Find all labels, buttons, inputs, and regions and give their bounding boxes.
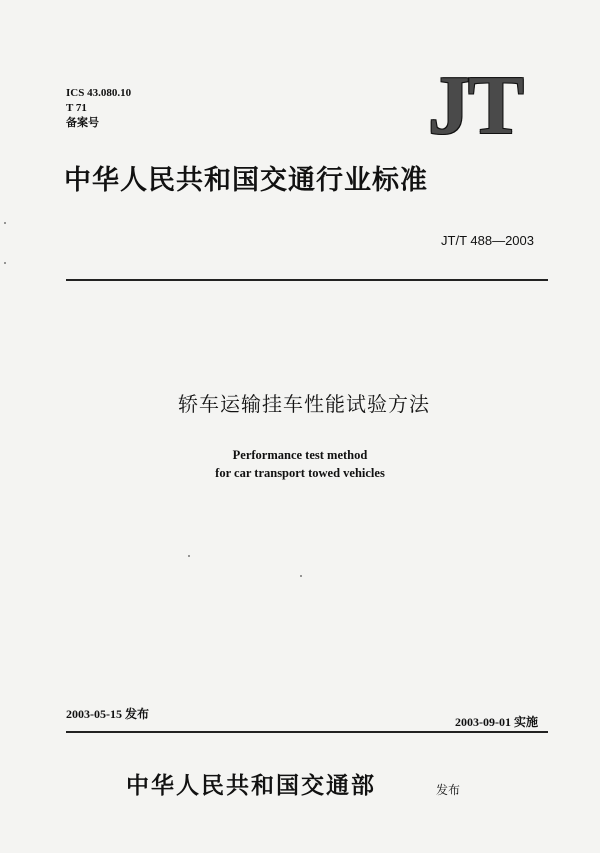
implementation-date: 2003-09-01 实施 <box>455 715 538 729</box>
scan-speck <box>300 575 302 577</box>
english-title-line-1: Performance test method <box>232 448 368 462</box>
scan-speck <box>188 555 190 557</box>
english-title-line-2: for car transport towed vehicles <box>215 466 385 480</box>
classification-block <box>66 86 131 131</box>
publish-label: 发布 <box>436 783 461 797</box>
issue-date: 2003-05-15 发布 <box>66 707 149 721</box>
jt-logo: JT <box>428 59 523 152</box>
ccs-code: T 71 <box>66 102 87 114</box>
scan-speck <box>4 262 6 264</box>
document-title-english <box>0 446 600 482</box>
issuing-authority: 中华人民共和国交通部 <box>126 773 376 799</box>
document-title-chinese: 轿车运输挂车性能试验方法 <box>178 392 430 416</box>
ics-code: ICS 43.080.10 <box>66 87 132 99</box>
standard-number: JT/T 488—2003 <box>441 233 534 248</box>
bottom-divider <box>66 731 548 733</box>
top-divider <box>66 279 548 281</box>
scan-speck <box>4 222 6 224</box>
record-number-label: 备案号 <box>66 117 99 129</box>
industry-standard-title: 中华人民共和国交通行业标准 <box>64 165 428 196</box>
